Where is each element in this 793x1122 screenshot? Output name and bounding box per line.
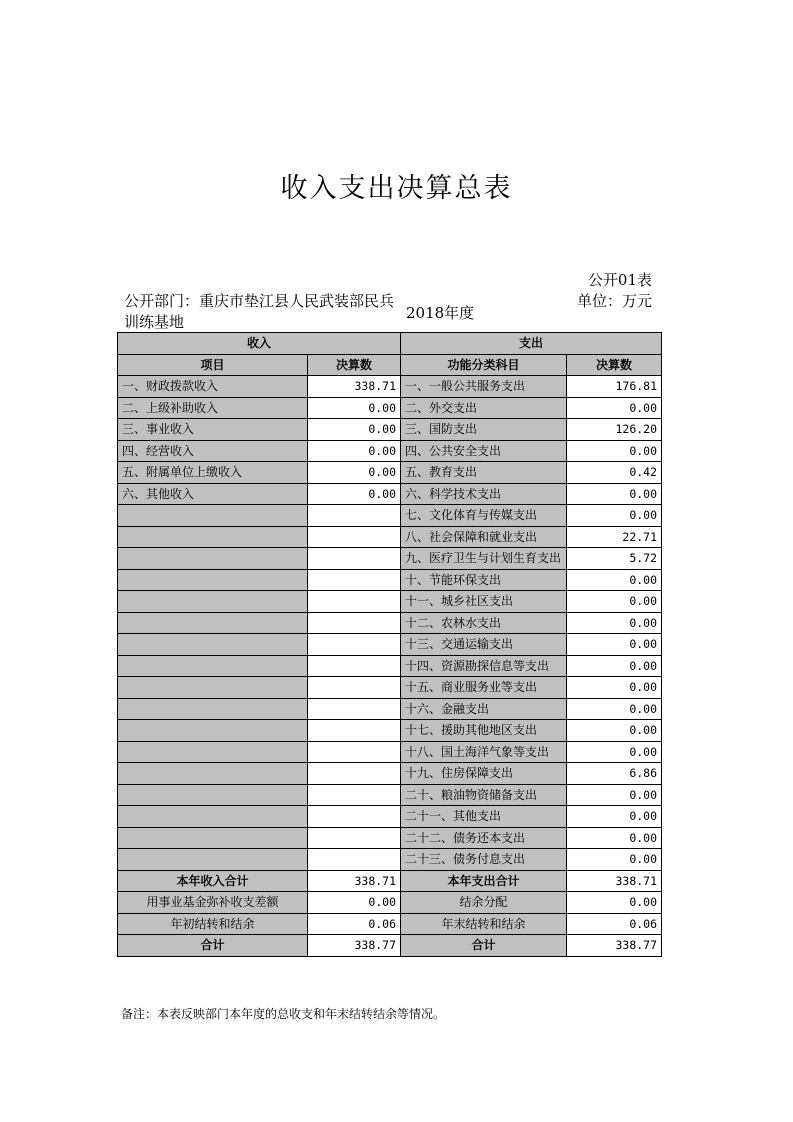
income-item (118, 698, 308, 720)
expense-amount: 6.86 (567, 763, 662, 785)
income-item (118, 784, 308, 806)
income-amount: 0.00 (308, 483, 401, 505)
table-body (118, 376, 662, 957)
expense-header: 支出 (401, 333, 662, 355)
income-item: 二、上级补助收入 (118, 397, 308, 419)
summary-expense-amount: 338.77 (567, 935, 662, 957)
fiscal-year: 2018年度 (406, 304, 475, 322)
income-item: 五、附属单位上缴收入 (118, 462, 308, 484)
summary-expense-label: 合计 (401, 935, 567, 957)
summary-row (118, 913, 662, 935)
summary-expense-label: 本年支出合计 (401, 870, 567, 892)
table-row (118, 483, 662, 505)
summary-income-amount: 0.06 (308, 913, 401, 935)
expense-amount: 22.71 (567, 526, 662, 548)
col-item-header: 项目 (118, 354, 308, 376)
income-item: 六、其他收入 (118, 483, 308, 505)
income-amount (308, 526, 401, 548)
summary-expense-amount: 0.00 (567, 892, 662, 914)
income-item (118, 741, 308, 763)
summary-row (118, 870, 662, 892)
expense-item: 二十一、其他支出 (401, 806, 567, 828)
expense-amount: 0.00 (567, 827, 662, 849)
summary-income-amount: 338.77 (308, 935, 401, 957)
table-row (118, 698, 662, 720)
income-amount: 0.00 (308, 462, 401, 484)
income-item (118, 806, 308, 828)
expense-item: 二十三、债务付息支出 (401, 849, 567, 871)
expense-amount: 0.00 (567, 677, 662, 699)
summary-expense-label: 结余分配 (401, 892, 567, 914)
income-amount (308, 548, 401, 570)
income-amount (308, 505, 401, 527)
department-label: 公开部门：重庆市垫江县人民武装部民兵训练基地 (124, 292, 395, 331)
income-amount (308, 849, 401, 871)
expense-item: 二、外交支出 (401, 397, 567, 419)
table-row (118, 677, 662, 699)
summary-income-label: 本年收入合计 (118, 870, 308, 892)
expense-amount: 0.00 (567, 397, 662, 419)
summary-income-label: 用事业基金弥补收支差额 (118, 892, 308, 914)
table-row (118, 505, 662, 527)
expense-amount: 0.00 (567, 655, 662, 677)
income-item (118, 526, 308, 548)
income-amount (308, 591, 401, 613)
summary-row (118, 935, 662, 957)
summary-income-label: 合计 (118, 935, 308, 957)
expense-item: 十、节能环保支出 (401, 569, 567, 591)
income-amount: 0.00 (308, 419, 401, 441)
expense-item: 一、一般公共服务支出 (401, 376, 567, 398)
income-item (118, 677, 308, 699)
expense-amount: 0.00 (567, 698, 662, 720)
income-item (118, 763, 308, 785)
expense-amount: 0.00 (567, 612, 662, 634)
form-info (560, 270, 652, 312)
income-header: 收入 (118, 333, 401, 355)
table-row (118, 569, 662, 591)
expense-item: 六、科学技术支出 (401, 483, 567, 505)
summary-expense-amount: 338.71 (567, 870, 662, 892)
expense-item: 二十、粮油物资储备支出 (401, 784, 567, 806)
expense-amount: 5.72 (567, 548, 662, 570)
expense-amount: 0.00 (567, 741, 662, 763)
table-row (118, 548, 662, 570)
expense-item: 十三、交通运输支出 (401, 634, 567, 656)
expense-item: 九、医疗卫生与计划生育支出 (401, 548, 567, 570)
income-amount (308, 655, 401, 677)
expense-amount: 0.00 (567, 806, 662, 828)
expense-item: 七、文化体育与传媒支出 (401, 505, 567, 527)
income-expense-table (117, 332, 662, 957)
income-item (118, 505, 308, 527)
expense-item: 十八、国土海洋气象等支出 (401, 741, 567, 763)
form-number: 公开01表 (587, 271, 652, 289)
expense-amount: 0.00 (567, 720, 662, 742)
income-item (118, 612, 308, 634)
income-item (118, 548, 308, 570)
expense-item: 二十二、债务还本支出 (401, 827, 567, 849)
col-expense-amount-header: 决算数 (567, 354, 662, 376)
expense-item: 十二、农林水支出 (401, 612, 567, 634)
expense-item: 十九、住房保障支出 (401, 763, 567, 785)
income-item (118, 569, 308, 591)
table-row (118, 763, 662, 785)
income-amount (308, 784, 401, 806)
income-amount (308, 612, 401, 634)
income-amount (308, 763, 401, 785)
expense-item: 三、国防支出 (401, 419, 567, 441)
table-row (118, 655, 662, 677)
summary-expense-amount: 0.06 (567, 913, 662, 935)
table-row (118, 376, 662, 398)
income-amount: 338.71 (308, 376, 401, 398)
income-amount (308, 677, 401, 699)
table-row (118, 784, 662, 806)
income-amount: 0.00 (308, 440, 401, 462)
income-item: 一、财政拨款收入 (118, 376, 308, 398)
table-row (118, 634, 662, 656)
summary-row (118, 892, 662, 914)
table-row (118, 591, 662, 613)
table-row (118, 827, 662, 849)
table-row (118, 526, 662, 548)
income-amount: 0.00 (308, 397, 401, 419)
expense-amount: 176.81 (567, 376, 662, 398)
summary-expense-label: 年末结转和结余 (401, 913, 567, 935)
table-row (118, 612, 662, 634)
expense-item: 十七、援助其他地区支出 (401, 720, 567, 742)
expense-amount: 0.00 (567, 849, 662, 871)
col-income-amount-header: 决算数 (308, 354, 401, 376)
income-item (118, 591, 308, 613)
income-amount (308, 827, 401, 849)
expense-amount: 0.42 (567, 462, 662, 484)
expense-amount: 0.00 (567, 505, 662, 527)
expense-amount: 0.00 (567, 440, 662, 462)
income-item (118, 655, 308, 677)
expense-item: 四、公共安全支出 (401, 440, 567, 462)
expense-item: 十四、资源勘探信息等支出 (401, 655, 567, 677)
page-title: 收入支出决算总表 (280, 173, 513, 204)
expense-item: 十一、城乡社区支出 (401, 591, 567, 613)
expense-item: 十五、商业服务业等支出 (401, 677, 567, 699)
table-row (118, 741, 662, 763)
unit-label: 单位：万元 (576, 292, 652, 310)
table-row (118, 849, 662, 871)
summary-income-amount: 338.71 (308, 870, 401, 892)
income-item (118, 634, 308, 656)
expense-amount: 0.00 (567, 569, 662, 591)
expense-item: 八、社会保障和就业支出 (401, 526, 567, 548)
footnote: 备注：本表反映部门本年度的总收支和年末结转结余等情况。 (121, 1007, 446, 1021)
table-row (118, 462, 662, 484)
expense-amount: 0.00 (567, 784, 662, 806)
income-amount (308, 569, 401, 591)
income-item (118, 849, 308, 871)
summary-income-amount: 0.00 (308, 892, 401, 914)
table-row (118, 419, 662, 441)
income-amount (308, 720, 401, 742)
income-item (118, 827, 308, 849)
income-amount (308, 634, 401, 656)
income-amount (308, 698, 401, 720)
table-row (118, 397, 662, 419)
col-function-header: 功能分类科目 (401, 354, 567, 376)
income-item (118, 720, 308, 742)
expense-amount: 0.00 (567, 591, 662, 613)
table-row (118, 720, 662, 742)
income-item: 三、事业收入 (118, 419, 308, 441)
income-amount (308, 741, 401, 763)
expense-item: 五、教育支出 (401, 462, 567, 484)
expense-amount: 0.00 (567, 483, 662, 505)
expense-amount: 0.00 (567, 634, 662, 656)
expense-item: 十六、金融支出 (401, 698, 567, 720)
income-amount (308, 806, 401, 828)
table-row (118, 806, 662, 828)
expense-amount: 126.20 (567, 419, 662, 441)
table-row (118, 440, 662, 462)
income-item: 四、经营收入 (118, 440, 308, 462)
summary-income-label: 年初结转和结余 (118, 913, 308, 935)
